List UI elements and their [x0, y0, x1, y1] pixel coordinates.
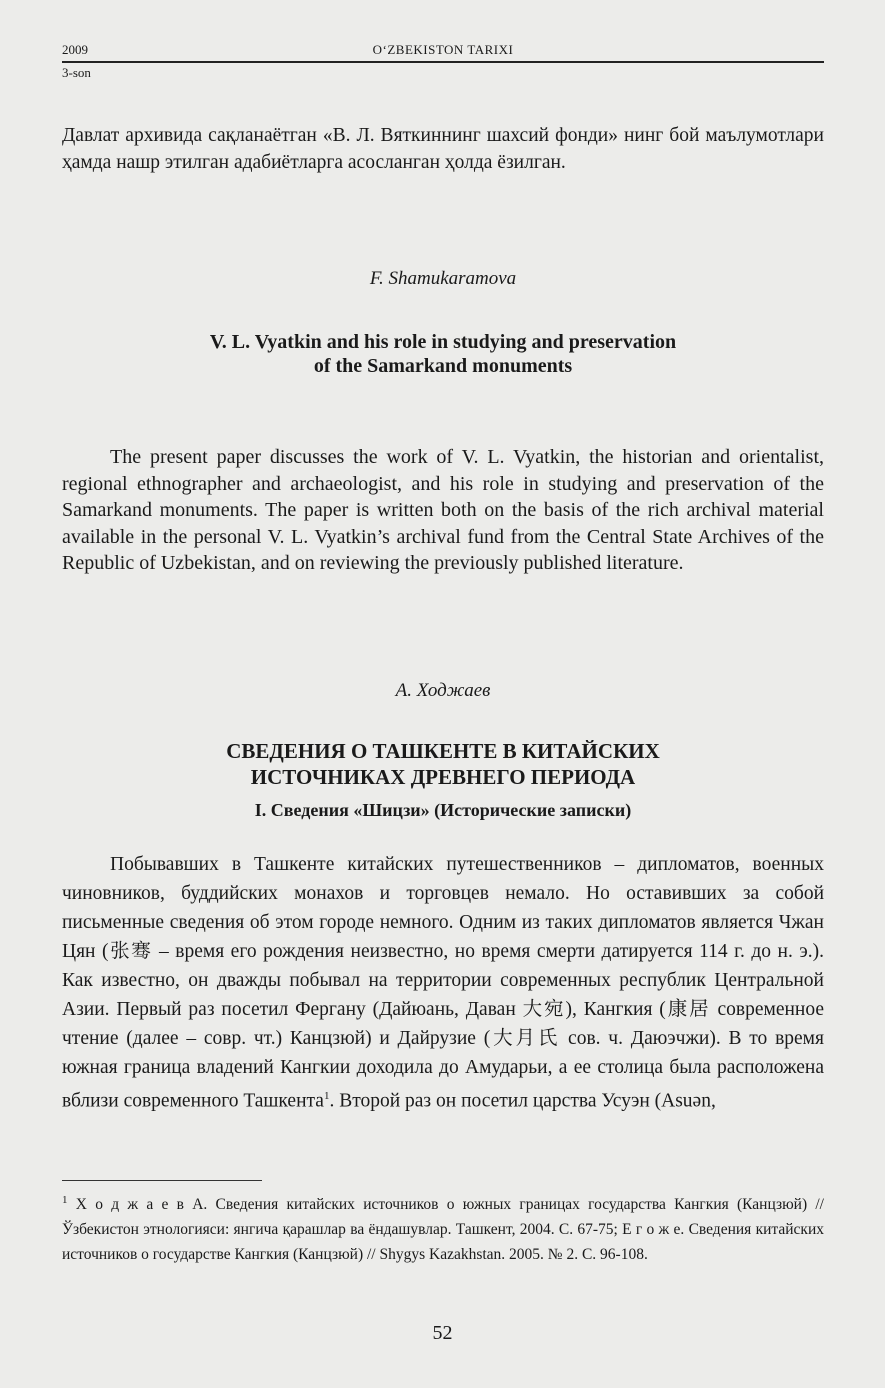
footnote-marker: 1 — [62, 1194, 68, 1206]
page-number: 52 — [432, 1322, 453, 1344]
english-abstract-author: F. Shamukaramova — [369, 268, 517, 289]
footnote-reference[interactable]: 1 — [323, 1090, 330, 1102]
article-title — [62, 738, 824, 790]
previous-article-ending: Давлат архивида сақланаётган «В. Л. Вяткиннинг шахсий фонди» нинг бой маълумотлари ҳамда нашр этилган адабиётларга асосланган ҳолда ёзилган. — [62, 125, 824, 173]
english-abstract-title — [62, 330, 824, 378]
article-author: А. Ходжаев — [395, 680, 491, 701]
footnote-separator — [62, 1180, 262, 1181]
english-abstract-text: The present paper discusses the work of V. L. Vyatkin, the historian and orientalist, regional ethnographer and archaeologist, and his role in studying and preservation of the Samarkand monuments. The paper is written both on the basis of the rich archival material available in the personal V. L. Vyatkin’s archival fund from the Central State Archives of the Republic of Uzbekistan, and on reviewing the previously published literature. — [62, 446, 824, 574]
english-title-line-1: V. L. Vyatkin and his role in studying and preservation — [209, 331, 677, 353]
header-year: 2009 — [62, 42, 88, 57]
english-title-line-2: of the Samarkand monuments — [313, 355, 573, 377]
footnote — [62, 1188, 824, 1267]
running-header — [62, 42, 824, 82]
article-subtitle: I. Сведения «Шицзи» (Исторические записки) — [254, 800, 632, 820]
article-body-text: Побывавших в Ташкенте китайских путешественников – дипломатов, военных чиновников, буддийских монахов и торговцев немало. Но оставивших за собой письменные сведения об этом городе немного. Одним из таких дипломатов является Чжан Цян (张骞 – время его рождения неизвестно, но время смерти датируется 114 г. до н. э.). Как известно, он дважды побывал на территории современных республик Центральной Азии. Первый раз посетил Фергану (Дайюань, Даван 大宛), Кангкия (康居 современное чтение (далее – совр. чт.) Канцзюй) и Дайрузие (大月氏 сов. ч. Даюэчжи). В то время южная граница владений Кангкии доходила до Амударьи, а ее столица была расположена вблизи современного Ташкента — [62, 854, 824, 1112]
article-body-text-continued: . Второй раз он посетил царства Усуэн (Asuən, — [329, 1090, 716, 1112]
article-title-line-2: ИСТОЧНИКАХ ДРЕВНЕГО ПЕРИОДА — [250, 765, 636, 789]
header-journal-title: O‘ZBEKISTON TARIXI — [372, 42, 514, 57]
header-rule — [62, 61, 824, 63]
article-body-paragraph — [62, 850, 824, 1116]
article-title-line-1: СВЕДЕНИЯ О ТАШКЕНТЕ В КИТАЙСКИХ — [226, 739, 660, 763]
footnote-text: Х о д ж а е в А. Сведения китайских источников о южных границах государства Кангкия (Канцзюй) // Ўзбекистон этнологияси: янгича қарашлар ва ёндашувлар. Ташкент, 2004. С. 67-75; Е г о ж е. Сведения китайских источников о государстве Кангкия (Канцзюй) // Shygys Kazakhstan. 2005. № 2. С. 96-108. — [62, 1196, 824, 1264]
header-issue: 3-son — [62, 65, 91, 80]
